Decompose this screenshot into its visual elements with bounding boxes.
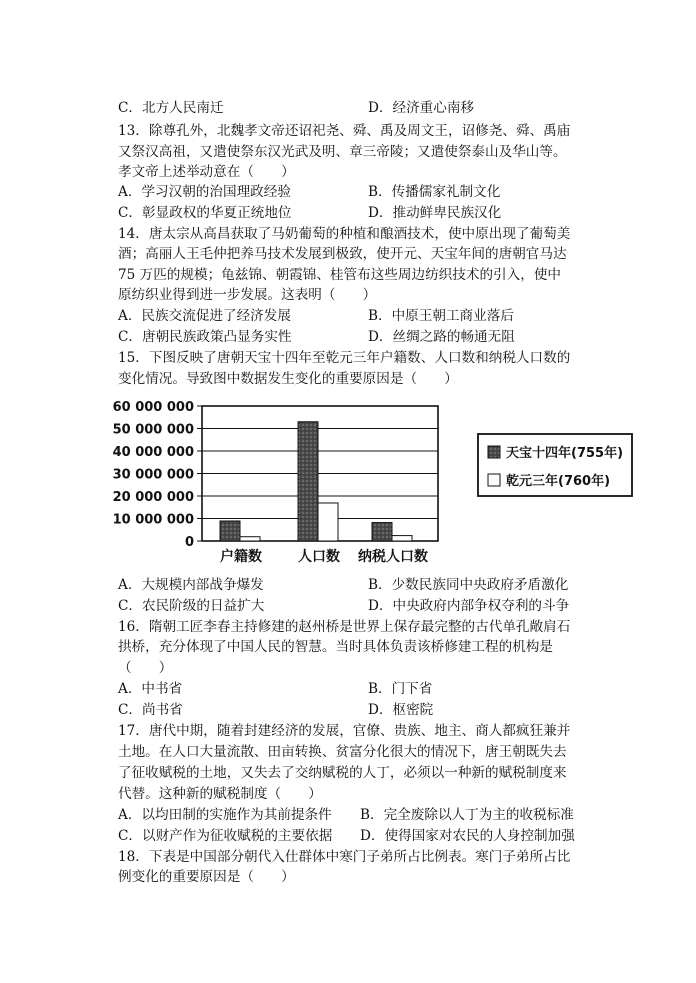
q17-option-d: D．使得国家对农民的人身控制加强 <box>360 828 575 844</box>
q13-option-b: B．传播儒家礼制文化 <box>368 184 501 200</box>
q15-bar-chart <box>110 396 650 576</box>
q14-option-a: A．民族交流促进了经济发展 <box>118 308 291 324</box>
q12-option-c: C．北方人民南迁 <box>118 100 224 116</box>
bar-760-0 <box>240 537 260 541</box>
x-tick-label: 人口数 <box>298 549 340 565</box>
y-tick-labels <box>113 400 194 550</box>
y-tick-label: 60 000 000 <box>112 400 194 415</box>
q17-option-b: B．完全废除以人丁为主的收税标准 <box>360 807 574 823</box>
y-tick-label: 40 000 000 <box>112 445 194 460</box>
q13-stem-line-2: 又祭汉高祖，又遣使祭东汉光武及明、章三帝陵；又遣使祭泰山及华山等。 <box>118 144 567 160</box>
q13-option-c: C．彰显政权的华夏正统地位 <box>118 205 292 221</box>
bar-760-1 <box>318 503 338 541</box>
x-tick-label: 纳税人口数 <box>358 549 428 565</box>
y-tick-label: 20 000 000 <box>112 490 194 505</box>
q14-stem-line-3: 75 万匹的规模；龟兹锦、朝霞锦、桂管布这些周边纺织技术的引入，使中 <box>118 267 562 283</box>
q14-option-c: C．唐朝民族政策凸显务实性 <box>118 329 292 345</box>
q14-stem-line-2: 酒；高丽人王毛仲把养马技术发展到极致，使开元、天宝年间的唐朝官马达 <box>118 246 567 262</box>
q17-stem-line-3: 了征收赋税的土地，又失去了交纳赋税的人丁，必须以一种新的赋税制度来 <box>118 765 567 781</box>
q13-stem-line-3: 孝文帝上述举动意在（ ） <box>118 164 295 180</box>
q16-option-d: D．枢密院 <box>368 702 434 718</box>
q18-stem-line-2: 例变化的重要原因是（ ） <box>118 869 295 885</box>
q17-option-a: A．以均田制的实施作为其前提条件 <box>118 807 332 823</box>
q14-stem-line-4: 原纺织业得到进一步发展。这表明（ ） <box>118 287 377 303</box>
q15-stem-line-2: 变化情况。导致图中数据发生变化的重要原因是（ ） <box>118 371 458 387</box>
legend-swatch-755 <box>488 446 500 458</box>
q13-option-d: D．推动鲜卑民族汉化 <box>368 205 502 221</box>
q16-stem-line-2: 拱桥，充分体现了中国人民的智慧。当时具体负责该桥修建工程的机构是 <box>118 639 553 655</box>
legend-swatch-760 <box>488 474 500 486</box>
legend <box>478 434 632 496</box>
bar-755-1 <box>298 422 318 541</box>
y-tick-label: 10 000 000 <box>112 512 194 528</box>
q16-option-a: A．中书省 <box>118 681 183 697</box>
bar-760-2 <box>392 536 412 541</box>
q18-stem-line-1: 18．下表是中国部分朝代入仕群体中寒门子弟所占比例表。寒门子弟所占比 <box>118 849 571 865</box>
q17-stem-line-2: 土地。在人口大量流散、田亩转换、贫富分化很大的情况下，唐王朝既失去 <box>118 744 567 760</box>
bar-755-2 <box>372 523 392 541</box>
x-tick-labels <box>220 548 428 565</box>
q16-stem-line-3: （ ） <box>118 660 173 676</box>
q17-stem-line-1: 17．唐代中期，随着封建经济的发展，官僚、贵族、地主、商人都疯狂兼并 <box>118 723 571 739</box>
q12-option-d: D．经济重心南移 <box>368 100 475 116</box>
q15-option-d: D．中央政府内部争权夺利的斗争 <box>368 598 570 614</box>
q13-stem-line-1: 13．除尊孔外，北魏孝文帝还诏祀尧、舜、禹及周文王，诏修尧、舜、禹庙 <box>118 123 571 139</box>
y-tick-label: 0 <box>184 535 194 550</box>
q13-option-a: A．学习汉朝的治国理政经验 <box>118 184 291 200</box>
x-tick-label: 户籍数 <box>220 549 262 565</box>
y-tick-label: 30 000 000 <box>112 467 194 483</box>
q17-stem-line-4: 代替。这种新的赋税制度（ ） <box>118 786 322 802</box>
q14-option-d: D．丝绸之路的畅通无阻 <box>368 329 515 345</box>
q15-option-c: C．农民阶级的日益扩大 <box>118 598 265 614</box>
q15-option-a: A．大规模内部战争爆发 <box>118 577 264 593</box>
q14-stem-line-1: 14．唐太宗从高昌获取了马奶葡萄的种植和酿酒技术，使中原出现了葡萄美 <box>118 226 571 242</box>
q17-option-c: C．以财产作为征收赋税的主要依据 <box>118 828 333 844</box>
q15-stem-line-1: 15．下图反映了唐朝天宝十四年至乾元三年户籍数、人口数和纳税人口数的 <box>118 350 571 366</box>
bar-755-0 <box>220 521 240 541</box>
y-tick-label: 50 000 000 <box>112 422 194 438</box>
legend-label-755: 天宝十四年(755年) <box>506 446 624 461</box>
q14-option-b: B．中原王朝工商业落后 <box>368 308 514 324</box>
q16-stem-line-1: 16．隋朝工匠李春主持修建的赵州桥是世界上保存最完整的古代单孔敞肩石 <box>118 619 571 635</box>
q15-option-b: B．少数民族同中央政府矛盾激化 <box>368 577 569 593</box>
legend-label-760: 乾元三年(760年) <box>506 474 611 489</box>
q16-option-c: C．尚书省 <box>118 702 183 718</box>
q16-option-b: B．门下省 <box>368 681 433 697</box>
